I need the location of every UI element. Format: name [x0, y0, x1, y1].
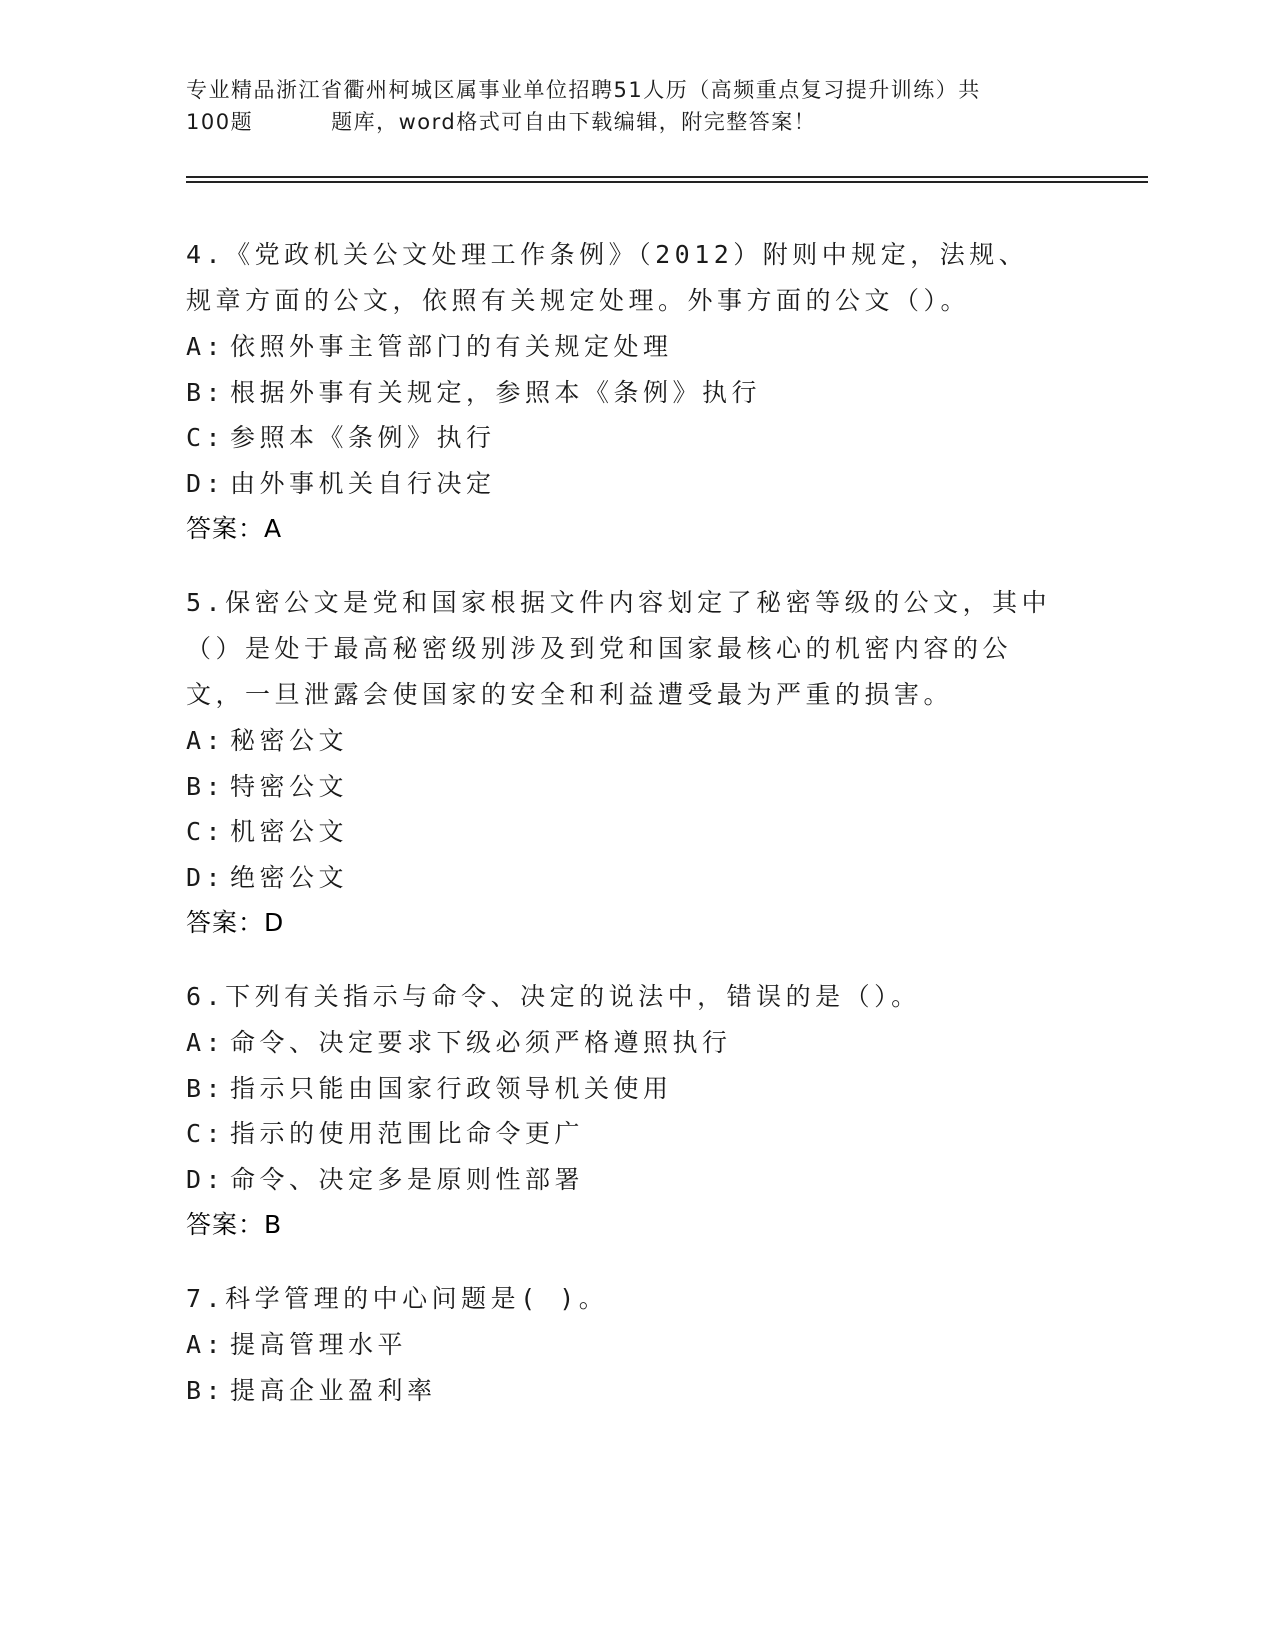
option-c: [186, 1111, 1056, 1157]
option-text: 参照本《条例》执行: [230, 423, 496, 452]
option-letter: A:: [186, 332, 226, 361]
option-letter: A:: [186, 726, 226, 755]
option-letter: A:: [186, 1028, 226, 1057]
option-letter: C:: [186, 423, 226, 452]
option-a: [186, 1020, 1056, 1066]
header-question-count: 100题: [186, 110, 254, 134]
option-letter: C:: [186, 817, 226, 846]
document-header: [186, 74, 1086, 138]
option-text: 绝密公文: [230, 862, 349, 892]
option-text: 命令、决定多是原则性部署: [230, 1164, 585, 1194]
question-stem: 7.科学管理的中心问题是( )。: [186, 1284, 609, 1313]
header-line-1: 专业精品浙江省衢州柯城区属事业单位招聘51人历（高频重点复习提升训练）共: [186, 78, 981, 102]
option-text: 指示的使用范围比命令更广: [230, 1119, 585, 1148]
header-line-2: [186, 106, 1086, 138]
answer-label: 答案：A: [186, 514, 283, 543]
option-text: 提高企业盈利率: [230, 1375, 437, 1405]
option-b: [186, 370, 1056, 416]
answer-label: 答案：D: [186, 908, 285, 937]
option-a: [186, 1322, 1056, 1368]
option-b: [186, 1066, 1056, 1112]
option-letter: B:: [186, 1073, 226, 1103]
question-6: [186, 974, 1056, 1248]
header-divider-top: [186, 176, 1148, 178]
option-d: [186, 1157, 1056, 1203]
option-a: [186, 324, 1056, 370]
option-letter: D:: [186, 862, 226, 892]
option-text: 指示只能由国家行政领导机关使用: [230, 1073, 673, 1103]
option-c: [186, 809, 1056, 855]
option-letter: D:: [186, 1164, 226, 1194]
question-5: [186, 580, 1056, 946]
option-b: [186, 764, 1056, 810]
option-letter: C:: [186, 1119, 226, 1148]
question-stem: 4.《党政机关公文处理工作条例》（2012）附则中规定，法规、规章方面的公文，依照有关规定处理。外事方面的公文（）。: [186, 240, 1029, 315]
option-d: [186, 461, 1056, 507]
option-letter: B:: [186, 771, 226, 801]
option-text: 依照外事主管部门的有关规定处理: [230, 332, 673, 361]
option-d: [186, 855, 1056, 901]
question-stem: 5.保密公文是党和国家根据文件内容划定了秘密等级的公文，其中（）是处于最高秘密级别涉及到党和国家最核心的机密内容的公文，一旦泄露会使国家的安全和利益遭受最为严重的损害。: [186, 588, 1052, 709]
header-description: 题库，word格式可自由下载编辑，附完整答案！: [331, 110, 817, 134]
option-letter: B:: [186, 377, 226, 407]
option-a: [186, 718, 1056, 764]
option-letter: B:: [186, 1375, 226, 1405]
option-c: [186, 415, 1056, 461]
option-letter: A:: [186, 1330, 226, 1359]
option-text: 由外事机关自行决定: [230, 468, 496, 498]
option-letter: D:: [186, 468, 226, 498]
option-b: [186, 1368, 1056, 1414]
option-text: 根据外事有关规定，参照本《条例》执行: [230, 377, 762, 407]
option-text: 秘密公文: [230, 726, 349, 755]
answer-label: 答案：B: [186, 1210, 283, 1239]
header-divider-bottom: [186, 181, 1148, 183]
option-text: 机密公文: [230, 817, 349, 846]
question-4: [186, 232, 1056, 552]
option-text: 命令、决定要求下级必须严格遵照执行: [230, 1028, 732, 1057]
question-7: [186, 1276, 1056, 1413]
option-text: 提高管理水平: [230, 1330, 408, 1359]
question-stem: 6.下列有关指示与命令、决定的说法中，错误的是（）。: [186, 982, 921, 1011]
option-text: 特密公文: [230, 771, 349, 801]
question-list: [186, 232, 1056, 1441]
